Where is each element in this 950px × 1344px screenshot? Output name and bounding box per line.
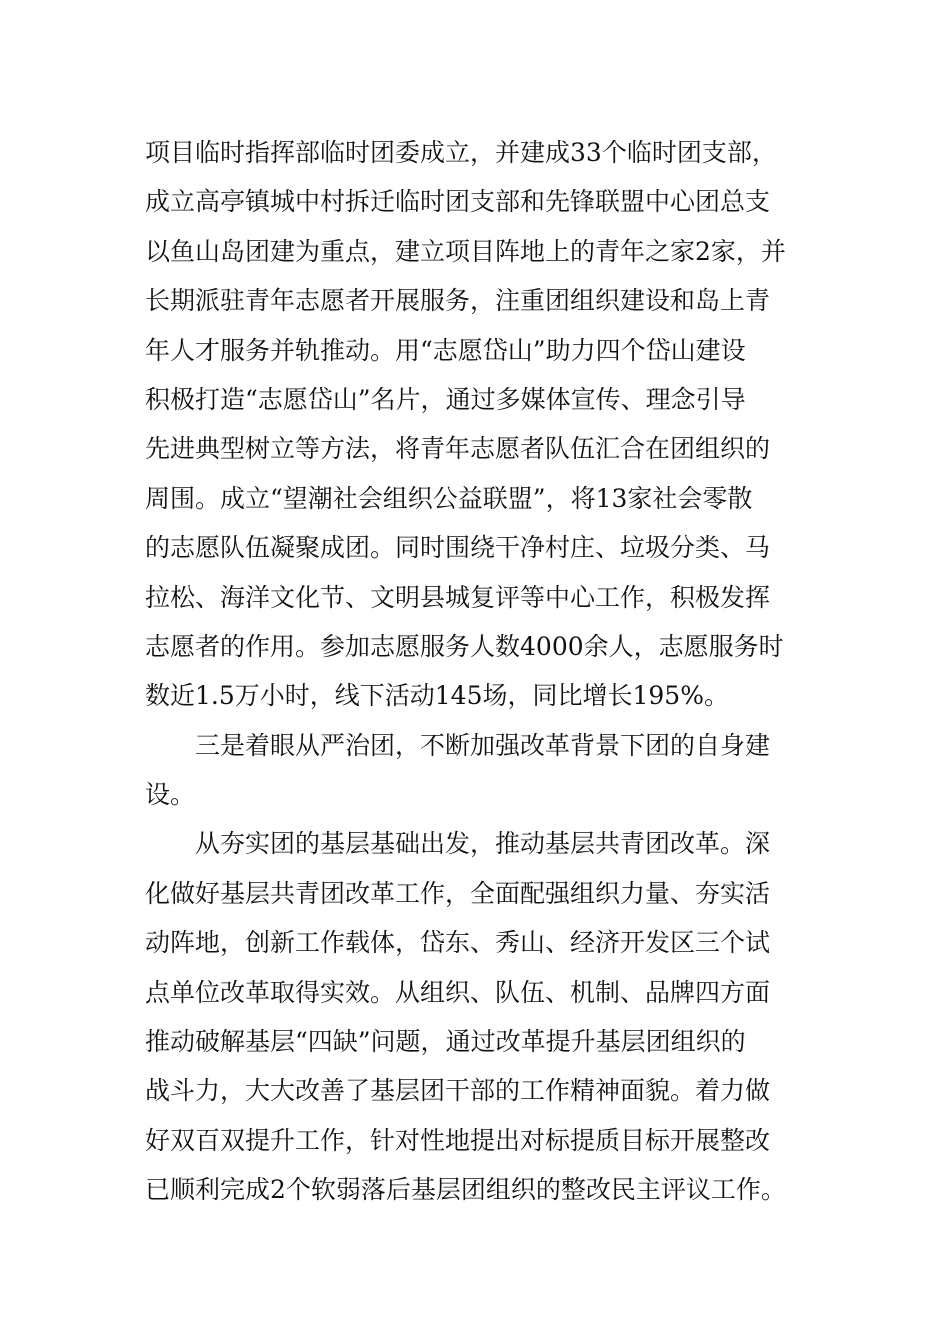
text-line: 拉松、海洋文化节、文明县城复评等中心工作，积极发挥 [145,582,771,612]
text-line: 成立高亭镇城中村拆迁临时团支部和先锋联盟中心团总支 [145,187,771,217]
text-line: 战斗力，大大改善了基层团干部的工作精神面貌。着力做 [145,1076,771,1106]
text-line: 从夯实团的基层基础出发，推动基层共青团改革。深 [195,829,771,859]
text-line: 已顺利完成2个软弱落后基层团组织的整改民主评议工作。 [145,1175,786,1205]
text-line: 先进典型树立等方法，将青年志愿者队伍汇合在团组织的 [145,434,771,464]
text-line: 项目临时指挥部临时团委成立，并建成33个临时团支部， [145,138,777,167]
text-line: 的志愿队伍凝聚成团。同时围绕干净村庄、垃圾分类、马 [145,533,771,563]
text-line: 年人才服务并轨推动。用“志愿岱山”助力四个岱山建设 [145,335,746,365]
text-line: 点单位改革取得实效。从组织、队伍、机制、品牌四方面 [145,977,771,1007]
text-line: 数近1.5万小时，线下活动145场，同比增长195%。 [145,681,729,711]
text-line: 积极打造“志愿岱山”名片，通过多媒体宣传、理念引导 [145,384,746,414]
text-line: 周围。成立“望潮社会组织公益联盟”，将13家社会零散 [145,483,753,513]
text-line: 志愿者的作用。参加志愿服务人数4000余人，志愿服务时 [145,631,784,661]
text-line: 推动破解基层“四缺”问题，通过改革提升基层团组织的 [145,1027,746,1057]
text-line: 化做好基层共青团改革工作，全面配强组织力量、夯实活 [145,878,771,908]
paragraph-heading-line: 三是着眼从严治团，不断加强改革背景下团的自身建 [195,730,771,760]
text-line: 动阵地，创新工作载体，岱东、秀山、经济开发区三个试 [145,928,771,958]
text-line: 好双百双提升工作，针对性地提出对标提质目标开展整改 [145,1125,771,1155]
body-text [145,128,807,1215]
text-line: 以鱼山岛团建为重点，建立项目阵地上的青年之家2家，并 [145,236,786,266]
paragraph-heading-line: 设。 [145,780,196,810]
text-line: 长期派驻青年志愿者开展服务，注重团组织建设和岛上青 [145,286,771,316]
